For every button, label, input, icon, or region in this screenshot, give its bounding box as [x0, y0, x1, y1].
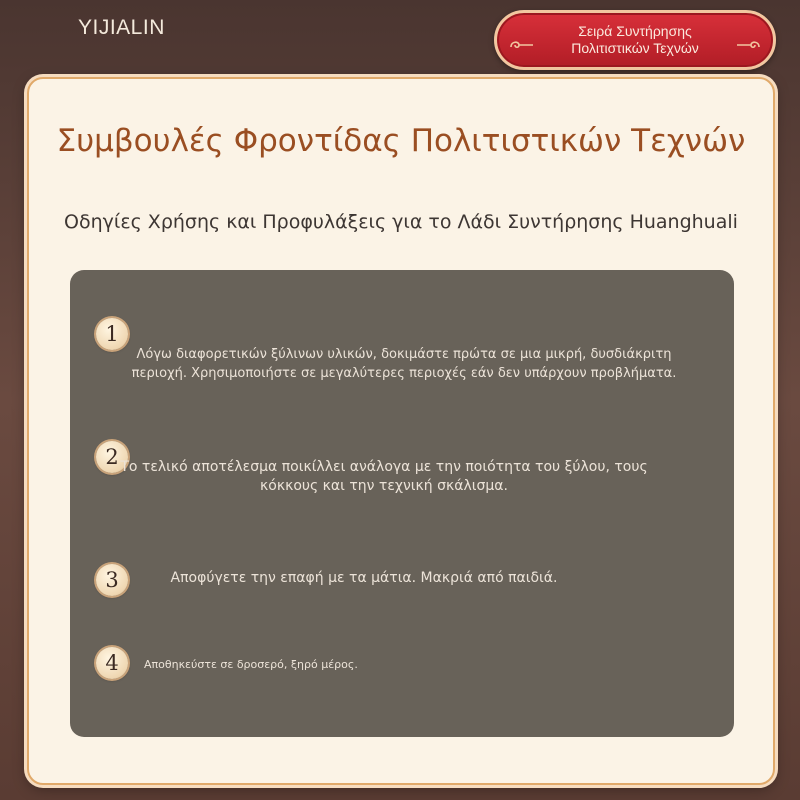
cloud-ornament-icon — [735, 37, 761, 51]
tip-number-badge: 1 — [96, 318, 128, 350]
series-badge — [494, 10, 776, 70]
tip-number-badge: 4 — [96, 647, 128, 679]
page-subtitle: Οδηγίες Χρήσης και Προφυλάξεις για το Λάδι Συντήρησης Huanghuali — [64, 211, 738, 233]
tip-text: Λόγω διαφορετικών ξύλινων υλικών, δοκιμάστε πρώτα σε μια μικρή, δυσδιάκριτη περιοχή. Χρησιμοποιήστε σε μεγαλύτερες περιοχές εάν δεν υπάρχουν προβλήματα. — [131, 347, 677, 381]
series-label: Σειρά Συντήρησης Πολιτιστικών Τεχνών — [571, 23, 699, 56]
tips-panel — [70, 270, 734, 737]
brand-name: YIJIALIN — [78, 16, 165, 39]
tip-text: Αποθηκεύστε σε δροσερό, ξηρό μέρος. — [144, 658, 358, 671]
tip-number-badge: 2 — [96, 441, 128, 473]
care-tips-card — [27, 77, 775, 785]
tip-text: Το τελικό αποτέλεσμα ποικίλλει ανάλογα με την ποιότητα του ξύλου, τους κόκκους και την τεχνική σκάλισμα. — [120, 459, 648, 494]
tip-text: Αποφύγετε την επαφή με τα μάτια. Μακριά από παιδιά. — [170, 570, 558, 586]
cloud-ornament-icon — [509, 37, 535, 51]
tip-number-badge: 3 — [96, 564, 128, 596]
page-title: Συμβουλές Φροντίδας Πολιτιστικών Τεχνών — [56, 123, 746, 159]
